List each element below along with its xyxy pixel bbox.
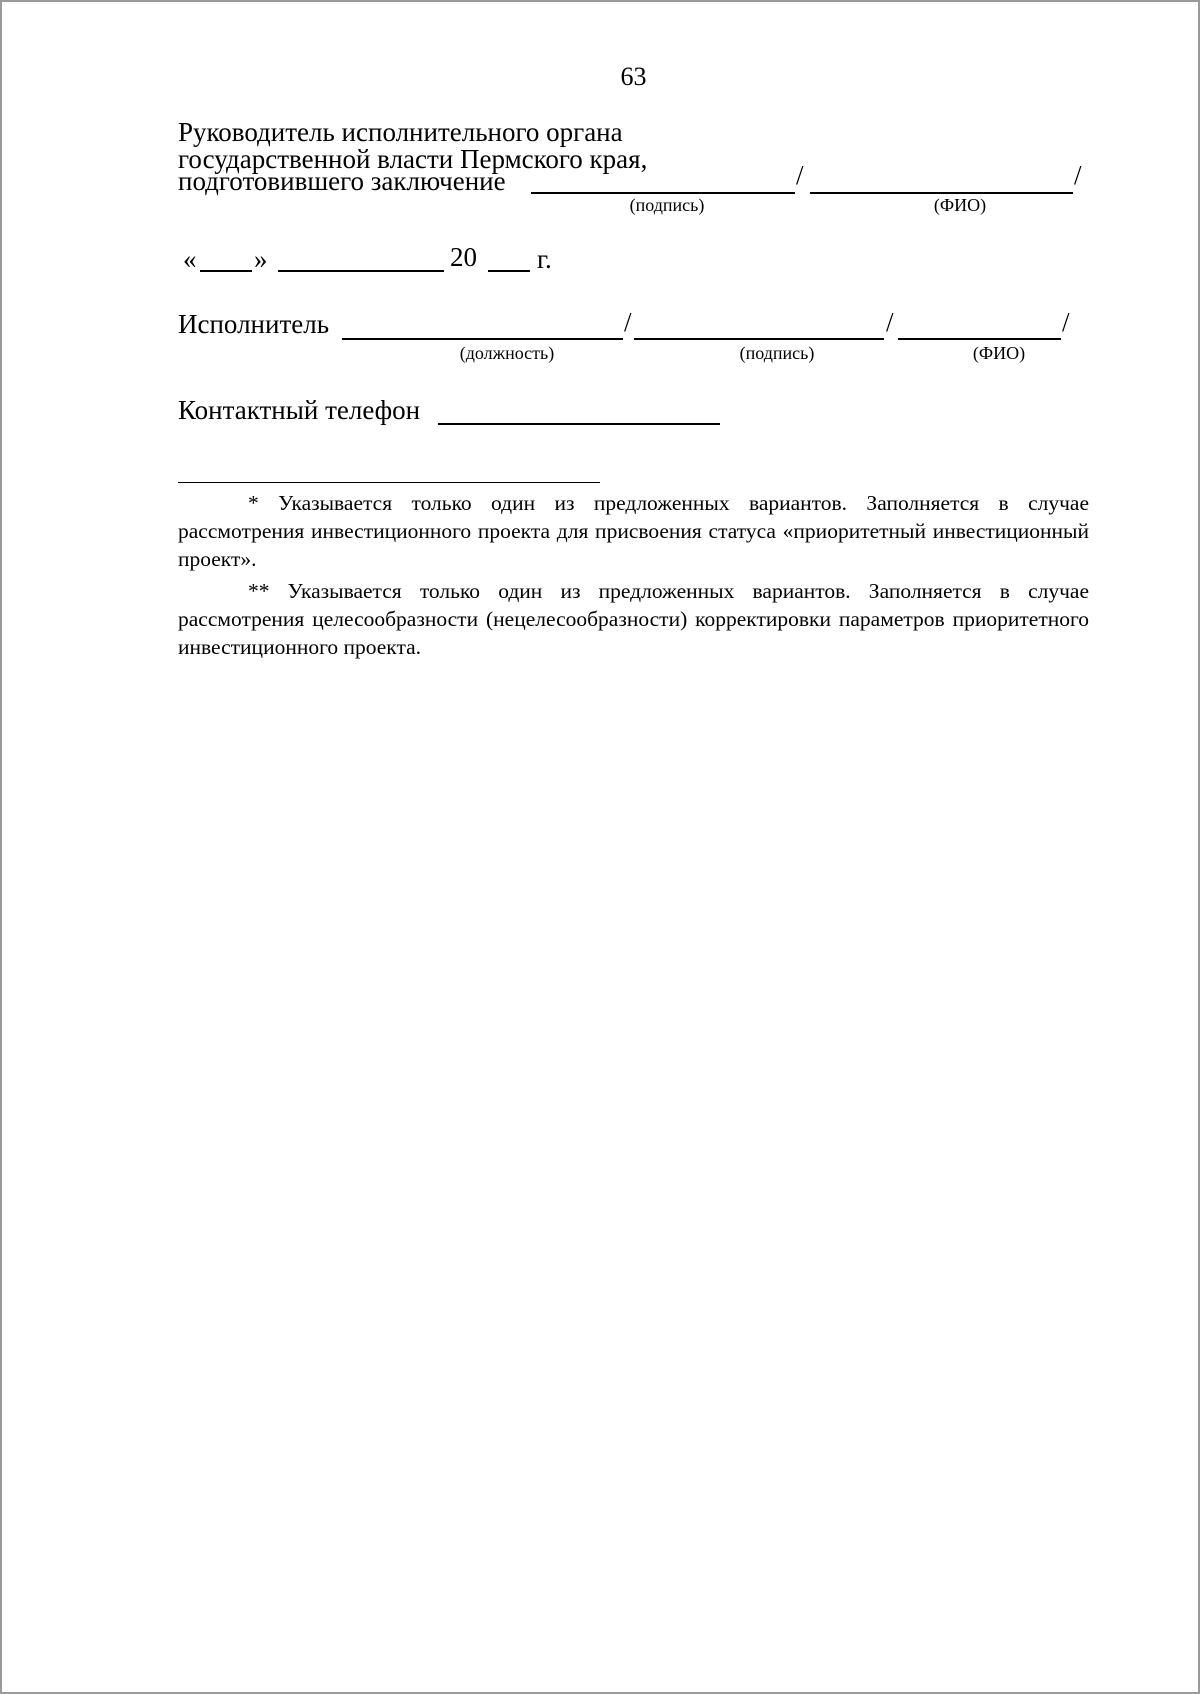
executor-slash-2: /	[886, 307, 894, 337]
head-title-line-1: Руководитель исполнительного органа	[178, 117, 623, 147]
head-signature-line[interactable]	[531, 192, 795, 194]
executor-caption-fio: (ФИО)	[972, 343, 1026, 363]
executor-fio-line[interactable]	[898, 338, 1061, 340]
footnote-2: ** Указывается только один из предложенных вариантов. Заполняется в случае рассмотрения целесообразности (нецелесообразности) корректировки параметров приоритетного инвестиционного проекта.	[178, 579, 1089, 659]
head-fio-line[interactable]	[810, 192, 1073, 194]
page-number: 63	[620, 62, 647, 91]
executor-signature-line[interactable]	[634, 338, 884, 340]
head-title-line-2: государственной власти Пермского края,	[178, 144, 648, 174]
contact-phone-label: Контактный телефон	[178, 395, 421, 425]
executor-slash-3: /	[1062, 307, 1070, 337]
contact-phone-line[interactable]	[438, 423, 720, 425]
head-title-line-3: подготовившего заключение	[178, 166, 506, 196]
head-slash-2: /	[1074, 160, 1082, 190]
footnotes	[178, 489, 1089, 661]
date-close-quote: »	[254, 244, 268, 274]
date-open-quote: «	[183, 244, 197, 274]
date-month-line[interactable]	[278, 270, 444, 272]
executor-slash-1: /	[624, 307, 632, 337]
footnote-separator	[178, 482, 600, 483]
head-caption-fio: (ФИО)	[933, 195, 987, 215]
date-day-line[interactable]	[200, 270, 252, 272]
executor-label: Исполнитель	[178, 309, 330, 339]
head-caption-signature: (подпись)	[629, 195, 705, 215]
date-year-line[interactable]	[488, 270, 530, 272]
date-year-suffix: г.	[537, 244, 552, 274]
executor-position-line[interactable]	[342, 338, 623, 340]
footnote-1: * Указывается только один из предложенных вариантов. Заполняется в случае рассмотрения инвестиционного проекта для присвоения статуса «приоритетный инвестиционный проект».	[178, 491, 1089, 571]
head-slash-1: /	[796, 160, 804, 190]
executor-caption-position: (должность)	[459, 343, 555, 363]
executor-caption-signature: (подпись)	[739, 343, 815, 363]
date-year-prefix: 20	[450, 242, 477, 272]
